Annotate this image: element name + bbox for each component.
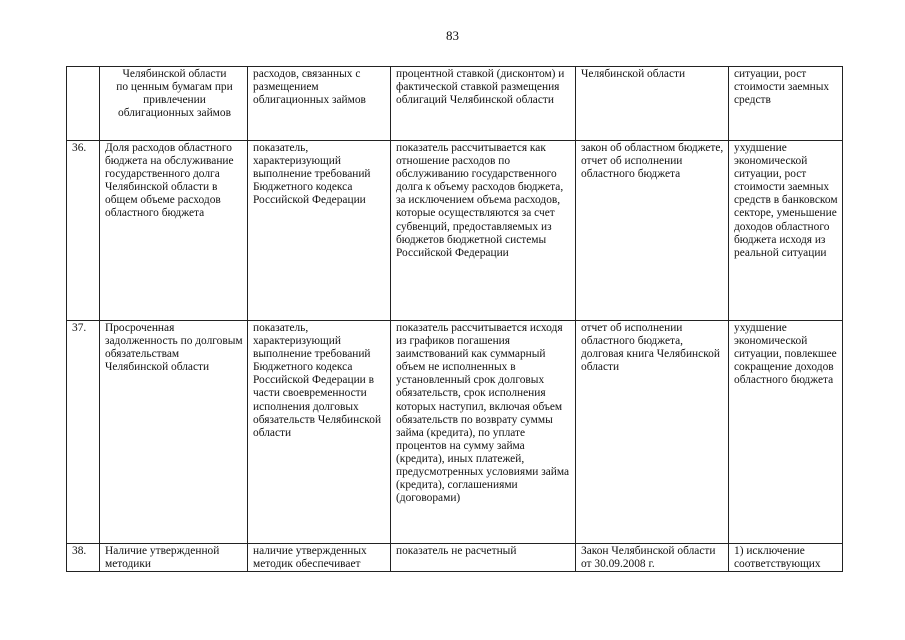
calculation-method: показатель рассчитывается исходя из графиков погашения заимствований как суммарный объем не исполненных в установленный срок долговых обязательств, срок исполнения которых наступил, включая объем обязательств по возврату суммы займа (кредита), по уплате процентов на сумму займа (кредита), иных платежей, предусмотренных условиями займа (кредита), соглашениями (договорами) xyxy=(391,321,576,544)
calculation-method: процентной ставкой (дисконтом) и фактической ставкой размещения облигаций Челябинской области xyxy=(391,67,576,141)
indicator-name: Челябинской области по ценным бумагам при привлечении облигационных займов xyxy=(100,67,248,141)
risk-factors: ухудшение экономической ситуации, повлекшее сокращение доходов областного бюджета xyxy=(729,321,843,544)
data-source: Закон Челябинской области от 30.09.2008 г. xyxy=(576,544,729,572)
indicator-description: показатель, характеризующий выполнение требований Бюджетного кодекса Российской Федерации в части своевременности исполнения долговых обязательств Челябинской области xyxy=(248,321,391,544)
data-source: закон об областном бюджете, отчет об исполнении областного бюджета xyxy=(576,141,729,321)
calculation-method: показатель рассчитывается как отношение расходов по обслуживанию государственного долга к объему расходов бюджета, за исключением объема расходов, которые осуществляются за счет субвенций, предоставляемых из бюджетов бюджетной системы Российской Федерации xyxy=(391,141,576,321)
risk-factors: ситуации, рост стоимости заемных средств xyxy=(729,67,843,141)
data-source: Челябинской области xyxy=(576,67,729,141)
indicator-description: расходов, связанных с размещением облигационных займов xyxy=(248,67,391,141)
table-row xyxy=(67,141,843,321)
table-row xyxy=(67,67,843,141)
indicator-name: Просроченная задолженность по долговым обязательствам Челябинской области xyxy=(100,321,248,544)
indicator-name: Доля расходов областного бюджета на обслуживание государственного долга Челябинской области в общем объеме расходов областного бюджета xyxy=(100,141,248,321)
calculation-method: показатель не расчетный xyxy=(391,544,576,572)
indicator-description: показатель, характеризующий выполнение требований Бюджетного кодекса Российской Федерации xyxy=(248,141,391,321)
data-source: отчет об исполнении областного бюджета, долговая книга Челябинской области xyxy=(576,321,729,544)
page-number: 83 xyxy=(446,28,459,43)
row-number: 36. xyxy=(67,141,100,321)
row-number: 38. xyxy=(67,544,100,572)
row-number: 37. xyxy=(67,321,100,544)
table-row xyxy=(67,321,843,544)
row-number xyxy=(67,67,100,141)
indicators-table xyxy=(66,66,843,572)
table-row xyxy=(67,544,843,572)
risk-factors: 1) исключение соответствующих xyxy=(729,544,843,572)
risk-factors: ухудшение экономической ситуации, рост стоимости заемных средств в банковском секторе, уменьшение доходов областного бюджета исходя из реальной ситуации xyxy=(729,141,843,321)
indicator-name: Наличие утвержденной методики xyxy=(100,544,248,572)
indicator-description: наличие утвержденных методик обеспечивает xyxy=(248,544,391,572)
